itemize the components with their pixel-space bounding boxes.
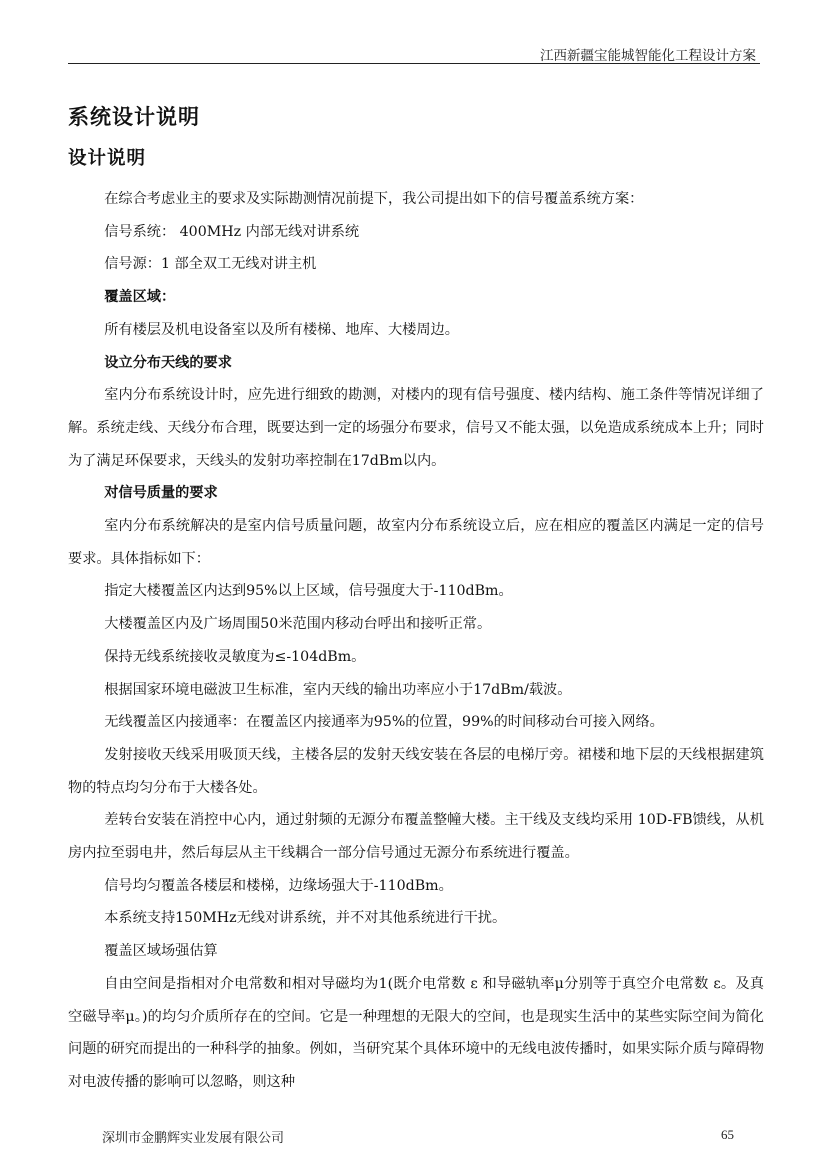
paragraph-antenna-installation: 发射接收天线采用吸顶天线，主楼各层的发射天线安装在各层的电梯厅旁。裙楼和地下层的天线根据建筑物的特点均匀分布于大楼各处。 (68, 746, 764, 796)
paragraph-access-rate: 无线覆盖区内接通率：在覆盖区内接通率为95%的位置，99%的时间移动台可接入网络。 (104, 714, 664, 731)
paragraph-intro: 在综合考虑业主的要求及实际勘测情况前提下，我公司提出如下的信号覆盖系统方案： (104, 191, 644, 207)
subheading-coverage-area: 覆盖区域： (104, 289, 176, 306)
page-header-title: 江西新疆宝能城智能化工程设计方案 (540, 48, 756, 64)
header-rule (68, 63, 760, 64)
paragraph-signal-strength: 指定大楼覆盖区内达到95%以上区域，信号强度大于-110dBm。 (104, 583, 513, 600)
paragraph-150mhz-support: 本系统支持150MHz无线对讲系统，并不对其他系统进行干扰。 (104, 910, 507, 927)
paragraph-coverage-area: 所有楼层及机电设备室以及所有楼梯、地库、大楼周边。 (104, 321, 459, 338)
paragraph-signal-source: 信号源：1 部全双工无线对讲主机 (104, 256, 317, 273)
paragraph-sensitivity: 保持无线系统接收灵敏度为≤-104dBm。 (104, 648, 366, 665)
page-number: 65 (721, 1127, 734, 1142)
subheading-signal-quality: 对信号质量的要求 (104, 485, 218, 502)
paragraph-repeater-installation: 差转台安装在消控中心内，通过射频的无源分布覆盖整幢大楼。主干线及支线均采用 10D-FB馈线，从机房内拉至弱电井，然后每层从主干线耦合一部分信号通过无源分布系统进行覆盖。 (68, 812, 764, 862)
footer-company: 深圳市金鹏辉实业发展有限公司 (102, 1131, 285, 1146)
document-body (68, 183, 764, 1099)
paragraph-edge-field-strength: 信号均匀覆盖各楼层和楼梯，边缘场强大于-110dBm。 (104, 877, 453, 894)
section-heading: 系统设计说明 (68, 104, 200, 129)
paragraph-output-power: 根据国家环境电磁波卫生标准，室内天线的输出功率应小于17dBm/载波。 (104, 681, 572, 698)
subsection-heading: 设计说明 (68, 148, 147, 169)
paragraph-signal-quality: 室内分布系统解决的是室内信号质量问题，故室内分布系统设立后，应在相应的覆盖区内满足一定的信号要求。具体指标如下： (68, 518, 764, 567)
paragraph-free-space: 自由空间是指相对介电常数和相对导磁均为1(既介电常数 ε 和导磁轨率μ分别等于真空介电常数 ε。及真空磁导率μ。)的均匀介质所存在的空间。它是一种理想的无限大的空间，也是现实生活中的某些实际空间为简化问题的研究而提出的一种科学的抽象。例如，当研究某个具体环境中的无线电波传播时，如果实际介质与障碍物对电波传播的影响可以忽略，则这种 (68, 975, 764, 1090)
paragraph-plaza-coverage: 大楼覆盖区内及广场周围50米范围内移动台呼出和接听正常。 (104, 616, 492, 633)
paragraph-antenna-requirements: 室内分布系统设计时，应先进行细致的勘测，对楼内的现有信号强度、楼内结构、施工条件等情况详细了解。系统走线、天线分布合理，既要达到一定的场强分布要求，信号又不能太强，以免造成系统成本上升；同时为了满足环保要求，天线头的发射功率控制在17dBm以内。 (68, 387, 764, 469)
subheading-field-strength-estimation: 覆盖区域场强估算 (104, 943, 218, 960)
subheading-antenna-requirements: 设立分布天线的要求 (104, 354, 232, 371)
paragraph-signal-system: 信号系统： 400MHz 内部无线对讲系统 (104, 223, 360, 240)
